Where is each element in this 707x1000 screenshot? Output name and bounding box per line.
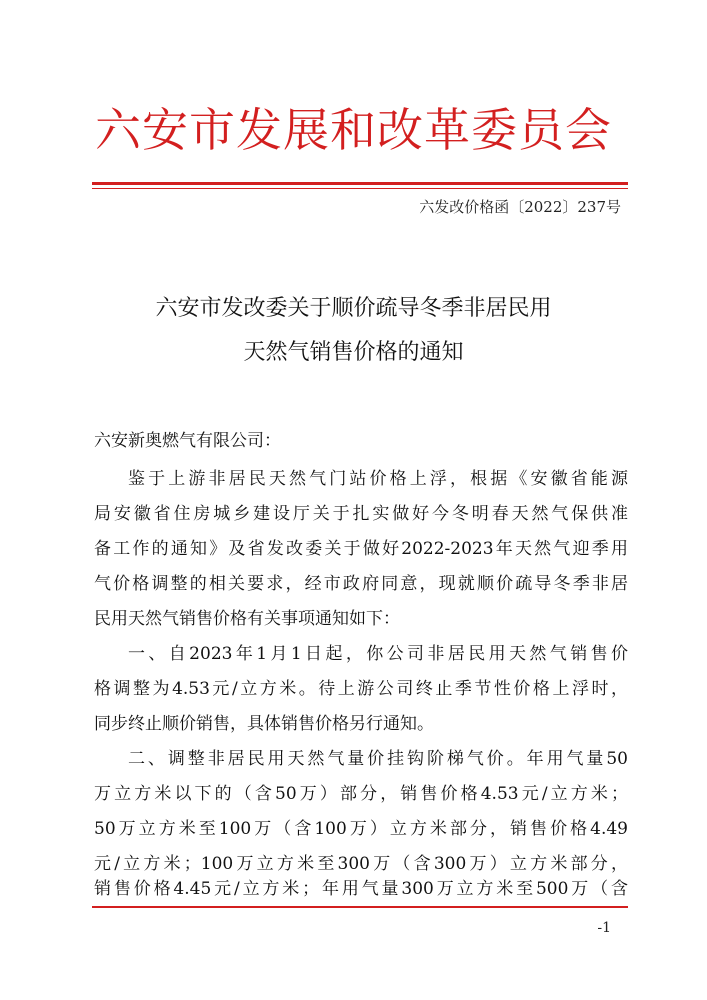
paragraph-3-line: 50万立方米至100万（含100万）立方米部分，销售价格4.49 [94,819,628,839]
paragraph-3-line: 万立方米以下的（含50万）部分，销售价格4.53元/立方米； [94,784,628,804]
letterhead-rule-thin [92,188,628,189]
paragraph-3-line: 元/立方米；100万立方米至300万（含300万）立方米部分， [94,854,628,874]
paragraph-2-line: 格调整为4.53元/立方米。待上游公司终止季节性价格上浮时， [94,679,628,699]
notice-title-line-1: 六安市发改委关于顺价疏导冬季非居民用 [155,296,552,321]
paragraph-1-line: 局安徽省住房城乡建设厅关于扎实做好今冬明春天然气保供准 [94,504,628,524]
letterhead-rule-thick [92,182,628,185]
paragraph-3-line: 二、调整非居民用天然气量价挂钩阶梯气价。年用气量50 [128,749,628,769]
paragraph-1-line: 备工作的通知》及省发改委关于做好2022-2023年天然气迎季用 [94,539,628,559]
paragraph-2-line: 一、自2023年1月1日起，你公司非居民用天然气销售价 [128,644,628,664]
paragraph-2-line: 同步终止顺价销售，具体销售价格另行通知。 [94,714,434,734]
addressee: 六安新奥燃气有限公司： [94,431,281,451]
page-number: -1 [597,920,611,936]
paragraph-1-line: 气价格调整的相关要求，经市政府同意，现就顺价疏导冬季非居 [94,574,628,594]
document-number: 六发改价格函〔2022〕237号 [419,198,621,216]
footer-rule [92,906,628,908]
paragraph-1-line: 鉴于上游非居民天然气门站价格上浮，根据《安徽省能源 [128,469,628,489]
notice-title-line-2: 天然气销售价格的通知 [243,340,464,365]
paragraph-1-line: 民用天然气销售价格有关事项通知如下： [94,609,400,629]
letterhead-org-name: 六安市发展和改革委员会 [95,103,612,157]
paragraph-3-line: 销售价格4.45元/立方米；年用气量300万立方米至500万（含 [94,879,628,899]
